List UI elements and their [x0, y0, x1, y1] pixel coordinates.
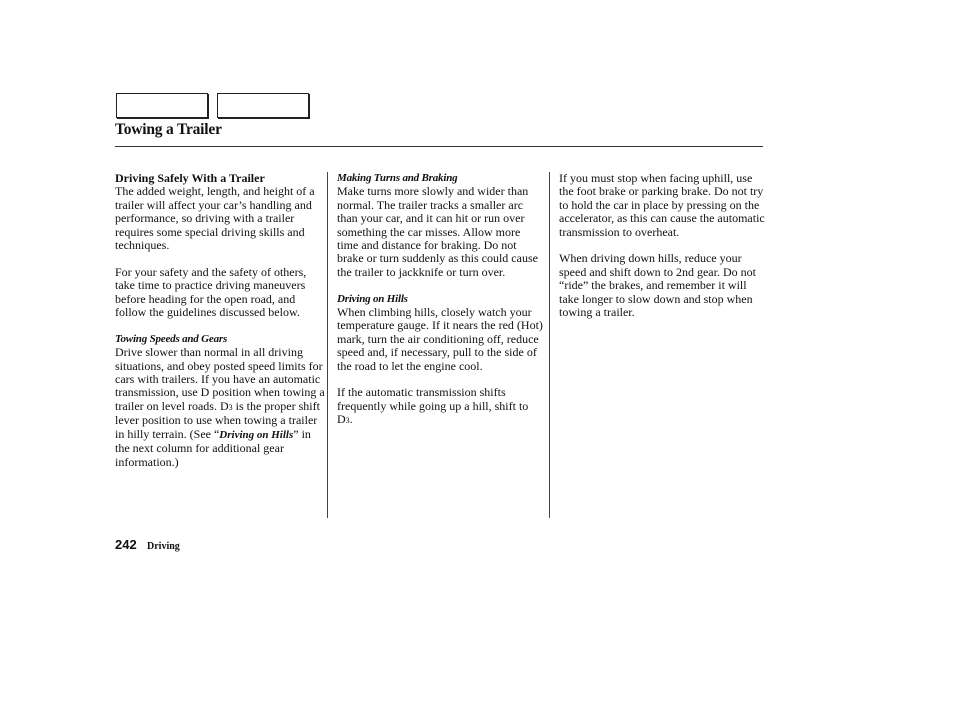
- text-run: If the automatic transmission shifts frequently while going up a hill, shift to D: [337, 385, 529, 427]
- heading-driving-on-hills: Driving on Hills: [337, 292, 408, 305]
- column-1: [115, 172, 327, 482]
- subscript: 3: [228, 402, 233, 412]
- page-number: 242: [115, 537, 137, 552]
- paragraph: [115, 346, 327, 469]
- text-run: ” in the next column for additional gear information.): [115, 426, 311, 469]
- heading-turns-braking: Making Turns and Braking: [337, 172, 458, 184]
- title-divider: [115, 146, 763, 147]
- text-run: .: [349, 412, 353, 427]
- column-3: [559, 172, 765, 333]
- heading-driving-safely: Driving Safely With a Trailer: [115, 171, 265, 185]
- paragraph: The added weight, length, and height of a trailer will affect your car’s handling and performance, so driving with a trailer requires some special driving skills and techniques.: [115, 184, 315, 253]
- cross-reference-link[interactable]: Driving on Hills: [219, 428, 294, 441]
- nav-button-next[interactable]: [217, 93, 309, 118]
- nav-button-previous[interactable]: [116, 93, 208, 118]
- paragraph: [337, 386, 543, 427]
- paragraph: When climbing hills, closely watch your temperature gauge. If it nears the red (Hot) mark, turn the air conditioning off, reduce speed and, if necessary, pull to the side of the road to let the engine cool.: [337, 305, 543, 373]
- text-run: Drive slower than normal in all driving situations, and obey posted speed limits for cars with trailers. If you have an automatic transmission, use D position when towing a trailer on level roads. D: [115, 345, 325, 413]
- section-label: Driving: [147, 541, 180, 552]
- paragraph: If you must stop when facing uphill, use the foot brake or parking brake. Do not try to hold the car in place by pressing on the accelerator, as this can cause the automatic transmission to overheat.: [559, 171, 765, 239]
- column-divider: [549, 172, 550, 518]
- paragraph: When driving down hills, reduce your speed and shift down to 2nd gear. Do not “ride” the brakes, and remember it will take longer to slow down and stop when towing a trailer.: [559, 251, 756, 320]
- column-divider: [327, 172, 328, 518]
- text-run: is the proper shift lever position to use when towing a trailer in hilly terrain. (See “: [115, 398, 320, 441]
- page-title: Towing a Trailer: [115, 121, 222, 138]
- subscript: 3: [345, 416, 350, 426]
- heading-towing-speeds: Towing Speeds and Gears: [115, 332, 228, 345]
- paragraph: For your safety and the safety of others, take time to practice driving maneuvers before heading for the open road, and follow the guidelines discussed below.: [115, 264, 307, 320]
- column-2: [337, 172, 543, 441]
- paragraph: Make turns more slowly and wider than normal. The trailer tracks a smaller arc than your car, and it can hit or run over something the car misses. Allow more time and distance for braking. Do not brake or turn suddenly as this could cause the trailer to jackknife or turn over.: [337, 184, 538, 279]
